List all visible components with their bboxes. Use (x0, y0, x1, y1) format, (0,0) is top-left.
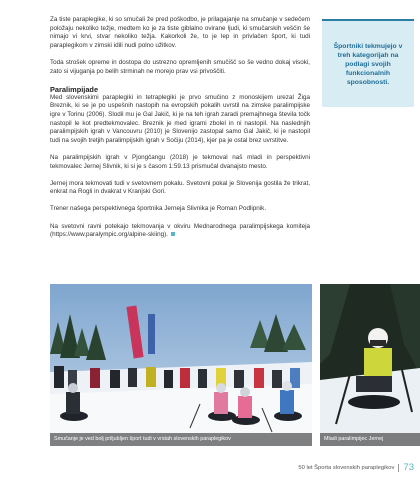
article-paragraph-3: Med slovenskimi paraplegiki in tetraplegiki je prvo smučino z monoskijem urezal Žiga Breznik, ki se je po uspešnih nastopih na evropskih pokalih uvrstil na zimske paralimpijske igre v Torinu (2006). Slodil mu je Gal Jakič, ki je na teh igrah zaradi premajhnega števila točk nastopil le kot predtekmovalec. Breznik je med igrami zbolel in ni nastopil. Na naslednjih paralimpijskih igrah v Vancouvru (2010) je Slovenijo zastopal samo Gal Jakič, ki je nastopil tudi na svojih tretjih paralimpijskih igrah v Sočiju (2014), kjer pa je ostal brez uvrstitve. (50, 93, 310, 144)
page-number: 73 (403, 462, 414, 473)
photo-sit-skiers-group (50, 284, 312, 446)
article-paragraph-2: Toda strošek opreme in dostopa do ustrezno opremljenih smučišč so še vedno dokaj visoki, zato si vijuganja po belih strminah ne morejo prav vsi privoščiti. (50, 58, 310, 75)
section-heading: Paralimpijade (50, 84, 99, 94)
article-column (50, 16, 310, 248)
sidebar-text: Športniki tekmujejo v treh kategorijah na podlagi svojih funkcionalnih sposobnosti. (333, 42, 403, 86)
article-paragraph-4: Na paralimpijskih igrah v Pjongčangu (2018) je tekmoval naš mladi in perspektivni tekmovalec Jernej Slivnik, ki si je s časom 1:59.13 prismučal dvanajsto mesto. (50, 153, 310, 170)
article-paragraph-7-wrap (50, 223, 310, 240)
sidebar-box (322, 19, 414, 107)
photo-left-caption: Smučanje je ved bolj priljubljen šport tudi v vrstah slovenskih paraplegikov (50, 433, 312, 446)
article-paragraph-5: Jernej mora tekmovati tudi v svetovnem pokalu. Svetovni pokal je Slovenija gostila že trikrat, enkrat na Rogli in dvakrat v Kranjski Gori. (50, 179, 310, 196)
footer-divider (398, 464, 399, 472)
photo-young-sit-skier-image (320, 284, 420, 446)
photo-young-sit-skier (320, 284, 420, 446)
article-paragraph-7: Na svetovni ravni potekajo tekmovanja v okviru Mednarodnega paralimpijskega komiteja (https://www.paralympic.org/alpine-skiing). (50, 222, 310, 239)
article-paragraph-6: Trener našega perspektivnega športnika Jerneja Slivnika je Roman Podlipnik. (50, 205, 267, 213)
page-footer (298, 462, 414, 473)
footer-text: 50 let Športa slovenskih paraplegikov (298, 464, 395, 471)
end-of-article-marker (171, 232, 175, 236)
article-paragraph-1: Za tiste paraplegike, ki so smučali že pred poškodbo, je prilagajanje na smučanje v sedečem položaju nekoliko težje, medtem ko je za tiste giblalno ovirane ljudi, ki smučarskih veščin še nimajo vi krvi, stvar nekoliko težja. Kakorkoli že, to je lep in privlačen šport, ki tudi paraplegikom v zimski idili nudi polno užitkov. (50, 16, 310, 49)
photo-sit-skiers-image (50, 284, 312, 446)
photo-right-caption: Mladi paralimpijec Jernej (320, 433, 420, 446)
